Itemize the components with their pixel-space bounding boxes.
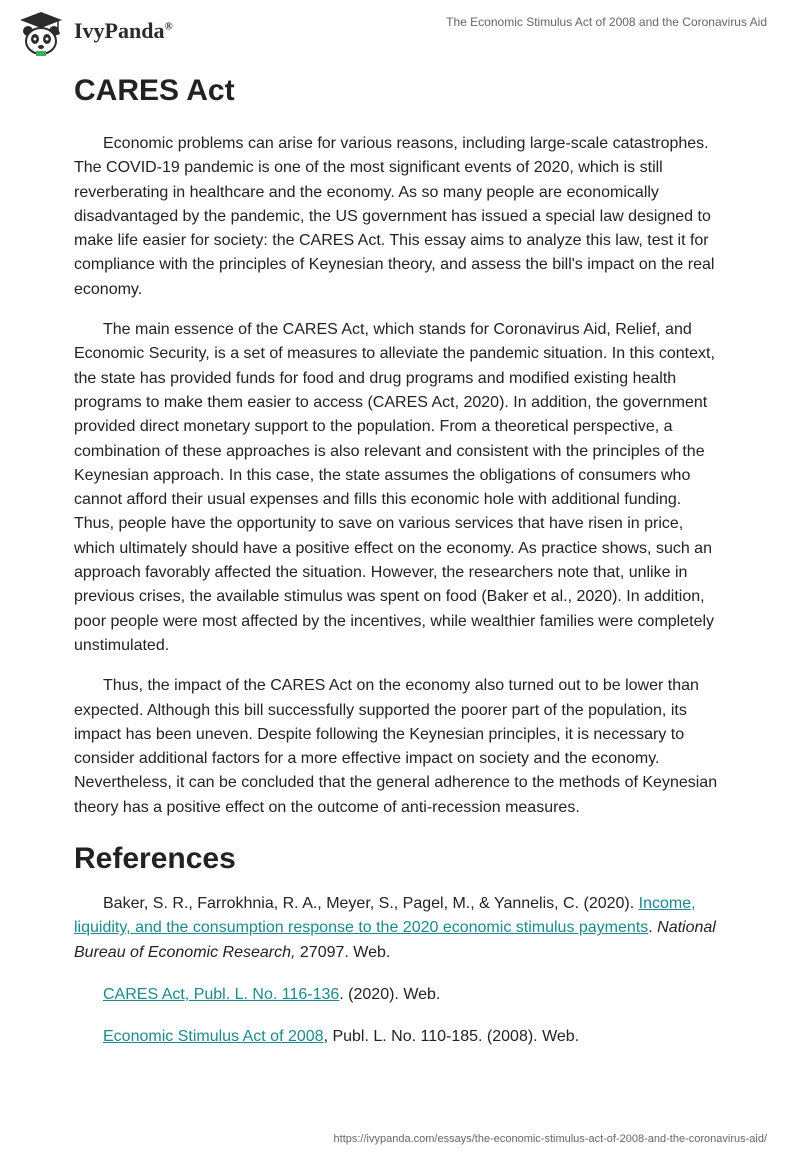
reference-item: CARES Act, Publ. L. No. 116-136. (2020). Web. xyxy=(103,985,441,1003)
reference-item: Baker, S. R., Farrokhnia, R. A., Meyer, S., Pagel, M., & Yannelis, C. (2020). Income, liquidity, and the consumption response to the 2020 economic stimulus payments. National Bureau of Economic Research, 27097. Web. xyxy=(74,895,716,961)
reference-link-stimulus-act[interactable]: Economic Stimulus Act of 2008 xyxy=(103,1028,324,1046)
paragraph-3: Thus, the impact of the CARES Act on the economy also turned out to be lower than expected. Although this bill successfully supported the poorer part of the population, its impact has been uneven. Despite following the Keynesian principles, it is necessary to consider additional factors for a more effective impact on society and the economy. Nevertheless, it can be concluded that the general adherence to the methods of Keynesian theory has a positive effect on the outcome of anti-recession measures. xyxy=(74,677,718,816)
article-title: CARES Act xyxy=(74,74,235,107)
document-title: The Economic Stimulus Act of 2008 and the Coronavirus Aid xyxy=(446,15,767,29)
references-title: References xyxy=(74,842,236,876)
paragraph-1: Economic problems can arise for various reasons, including large-scale catastrophes. The COVID-19 pandemic is one of the most significant events of 2020, which is still reverberating in healthcare and the economy. As so many people are economically disadvantaged by the pandemic, the US government has issued a special law designed to make life easier for society: the CARES Act. This essay aims to analyze this law, test it for compliance with the principles of Keynesian theory, and assess the bill's impact on the real economy. xyxy=(74,135,715,298)
reference-item: Economic Stimulus Act of 2008, Publ. L. No. 110-185. (2008). Web. xyxy=(103,1028,580,1046)
brand-name: IvyPanda® xyxy=(74,18,173,43)
article-body xyxy=(74,72,720,1068)
reference-link-cares-act[interactable]: CARES Act, Publ. L. No. 116-136 xyxy=(103,985,340,1003)
panda-logo-icon xyxy=(16,8,66,58)
page-header xyxy=(0,0,800,60)
reference-link-baker[interactable]: Income, liquidity, and the consumption response to the 2020 economic stimulus payments xyxy=(74,895,696,937)
paragraph-2: The main essence of the CARES Act, which stands for Coronavirus Aid, Relief, and Economic Security, is a set of measures to alleviate the pandemic situation. In this context, the state has provided funds for food and drug programs and modified existing health programs to make them easier to access (CARES Act, 2020). In addition, the government provided direct monetary support to the population. From a theoretical perspective, a combination of these approaches is also relevant and consistent with the principles of the Keynesian approach. In this case, the state assumes the obligations of consumers who cannot afford their usual expenses and fills this economic hole with additional funding. Thus, people have the opportunity to save on various services that have risen in price, which ultimately should have a positive effect on the economy. As practice shows, such an approach favorably affected the situation. However, the researchers note that, unlike in previous crises, the available stimulus was spent on food (Baker et al., 2020). In addition, poor people were most affected by the incentives, while wealthier families were completely unstimulated. xyxy=(74,321,715,654)
brand-logo[interactable] xyxy=(16,8,173,58)
source-url[interactable]: https://ivypanda.com/essays/the-economic-stimulus-act-of-2008-and-the-coronavirus-aid/ xyxy=(333,1133,767,1145)
